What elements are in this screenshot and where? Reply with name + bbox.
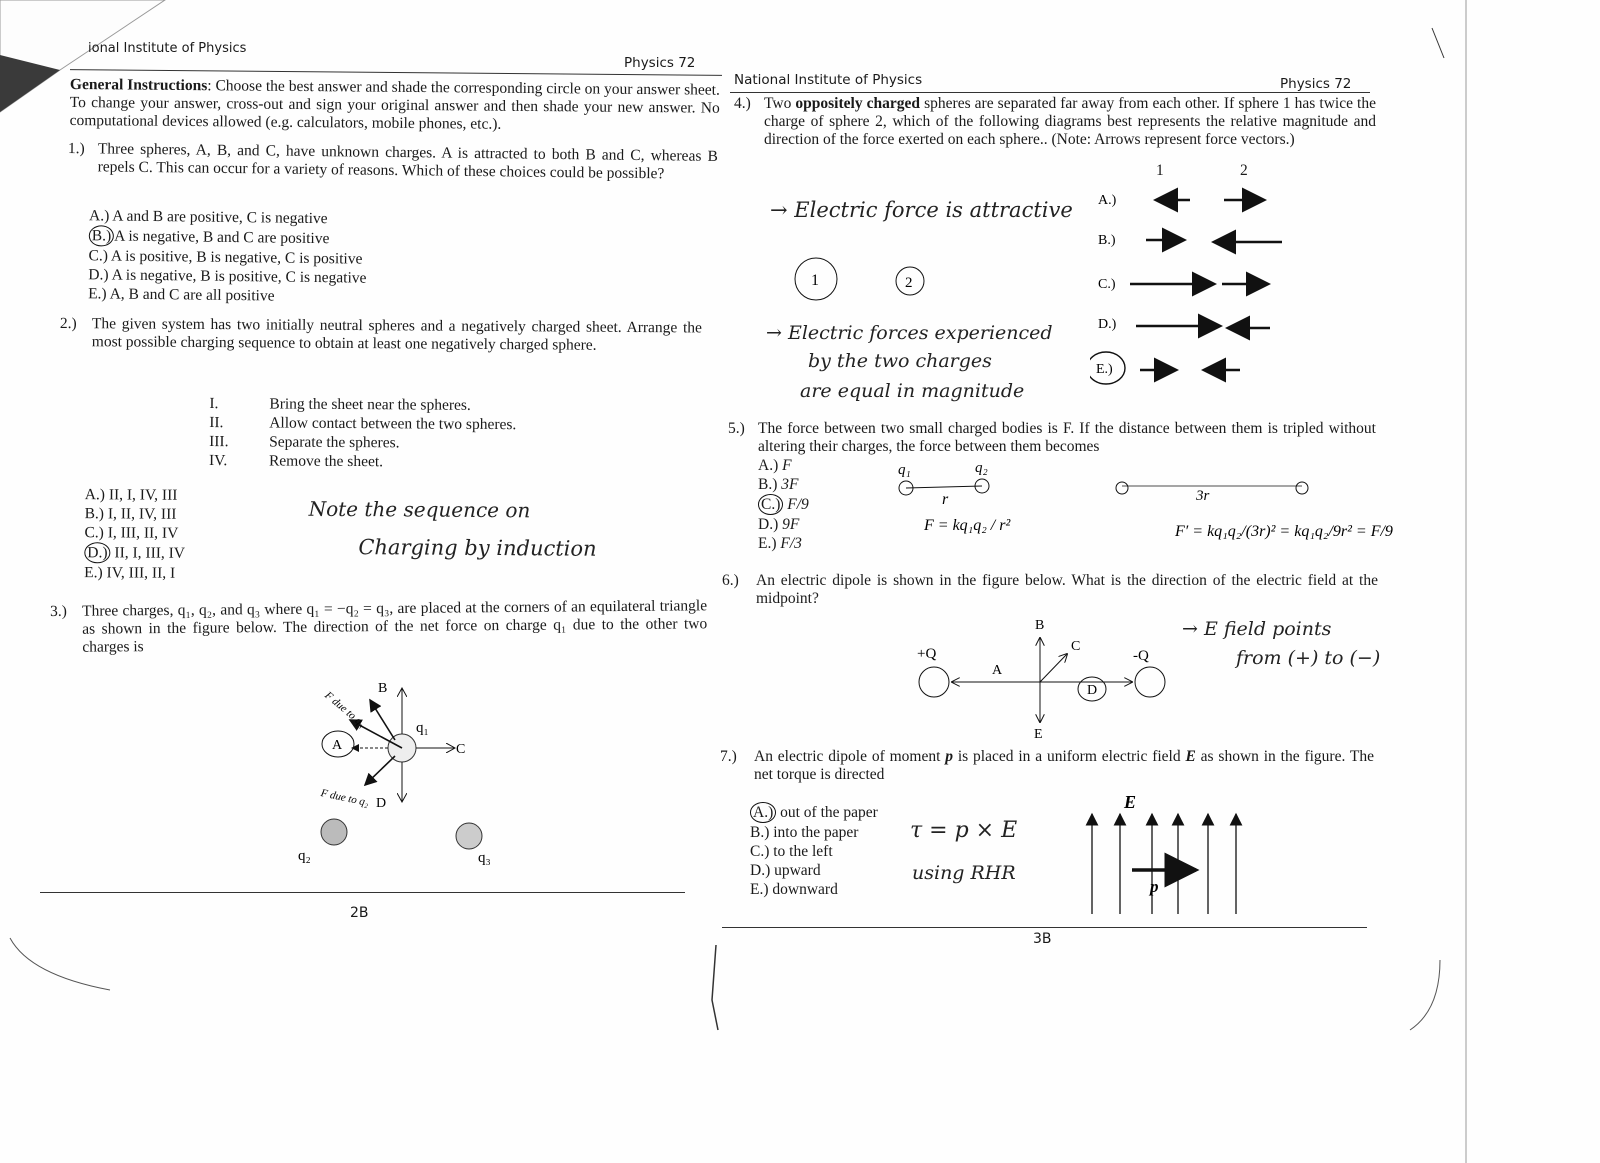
- option-e[interactable]: E.) A, B and C are all positive: [88, 285, 275, 305]
- question-2: [59, 315, 720, 582]
- handwritten-note: are equal in magnitude: [800, 380, 1025, 402]
- label-d: D: [376, 796, 387, 811]
- question-1: [67, 140, 718, 305]
- option-b[interactable]: B.) 3F: [758, 476, 799, 493]
- option-a[interactable]: A.) II, I, IV, III: [84, 486, 178, 504]
- question-text: The force between two small charged bodies is F. If the distance between them is tripled without altering their charges, the force between them becomes: [758, 420, 1376, 455]
- column-label-2: 2: [1240, 162, 1248, 179]
- option-d[interactable]: D.) A is negative, B is positive, C is negative: [88, 266, 367, 287]
- option-e[interactable]: E.) downward: [750, 881, 838, 898]
- handwritten-note: τ = p × E: [910, 818, 1018, 843]
- option-e-label: E.): [1096, 362, 1113, 377]
- label-plus-q: +Q: [917, 646, 937, 662]
- formula-f-prime: F′ = kq₁q₂/(3r)² = kq₁q₂/9r² = F/9: [1175, 523, 1393, 540]
- question-number: 6.): [722, 572, 739, 589]
- general-instructions: [70, 76, 720, 136]
- option-list: [84, 485, 185, 583]
- option-a[interactable]: A.) A and B are positive, C is negative: [88, 207, 328, 228]
- handwritten-note: Note the sequence on: [308, 496, 531, 523]
- question-number: 5.): [728, 420, 745, 437]
- label-c: C: [1071, 639, 1081, 654]
- page-number: 3B: [1033, 931, 1052, 947]
- option-c[interactable]: C.) A is positive, B is negative, C is positive: [88, 247, 363, 268]
- option-e[interactable]: E.) F/3: [758, 535, 802, 552]
- option-b[interactable]: B.) A is negative, B and C are positive: [89, 225, 367, 249]
- option-b[interactable]: B.) I, II, IV, III: [84, 505, 177, 523]
- question-text: The given system has two initially neutral spheres and a negatively charged sheet. Arrange the most possible charging sequence to obtain at least one negatively charged sphere.: [91, 315, 702, 354]
- step: III. Separate the spheres.: [209, 433, 400, 452]
- question-text: Three spheres, A, B, and C, have unknown charges. A is attracted to both B and C, whereas B repels C. This can occur for a variety of reasons. Which of these choices could be possible?: [97, 140, 718, 183]
- question-text: Three charges, q₁, q₂, and q₃ where q₁ = −q₂ = q₃, are placed at the corners of an equilateral triangle as shown in the figure below. The direction of the net force on charge q₁ due to the other two charges is: [81, 597, 708, 656]
- option-d[interactable]: D.) upward: [750, 862, 821, 879]
- header-rule: [730, 92, 1370, 93]
- question-text: An electric dipole of moment p is placed in a uniform electric field E as shown in the figure. The net torque is directed: [754, 748, 1374, 783]
- step: IV. Remove the sheet.: [208, 452, 384, 471]
- answer-circle: A.): [750, 802, 776, 823]
- question-text: Two oppositely charged spheres are separated far away from each other. If sphere 1 has twice the charge of sphere 2, which of the following diagrams best represents the relative magnitude and direction of the force exerted on each sphere.. (Note: Arrows represent force vectors.): [764, 95, 1376, 148]
- question-number: 1.): [67, 140, 85, 158]
- question-number: 2.): [59, 315, 77, 333]
- force-vector-options: [1090, 180, 1300, 390]
- option-c[interactable]: C.) F/9: [758, 494, 809, 515]
- label-b: B: [378, 681, 388, 696]
- sphere-2-label: 2: [905, 275, 913, 291]
- label-3r: 3r: [1196, 488, 1210, 504]
- charge-q2: [321, 819, 347, 845]
- label-minus-q: -Q: [1133, 648, 1149, 664]
- institute-header: ional Institute of Physics: [88, 41, 247, 56]
- label-c: C: [456, 742, 466, 757]
- option-a[interactable]: A.) F: [758, 457, 792, 474]
- label-r: r: [942, 491, 949, 508]
- label-f-due-q2: F due to q₂: [319, 787, 370, 809]
- option-d[interactable]: D.) II, I, III, IV: [84, 542, 185, 564]
- answer-circle: D.): [84, 542, 110, 563]
- option-c-label: C.): [1098, 277, 1116, 292]
- footer-rule: [40, 892, 685, 893]
- formula-f: F = kq₁q₂ / r²: [924, 517, 1011, 534]
- option-a-label: A.): [1098, 193, 1117, 208]
- charge-q3: [456, 823, 482, 849]
- handwritten-note: using RHR: [912, 862, 1016, 884]
- option-list: [750, 802, 878, 899]
- sphere-sketch: [790, 255, 950, 305]
- field-dipole-figure: [1080, 792, 1250, 922]
- question-text: An electric dipole is shown in the figure below. What is the direction of the electric field at the midpoint?: [756, 572, 1378, 607]
- answer-circle: C.): [758, 494, 783, 515]
- sphere-1-label: 1: [811, 272, 819, 289]
- option-c[interactable]: C.) to the left: [750, 843, 833, 860]
- label-f-due-q3: F due to q₃: [322, 689, 368, 730]
- question-number: 7.): [720, 748, 737, 765]
- q5-worked-solution: [890, 458, 1410, 568]
- positive-charge: [919, 667, 949, 697]
- page-number: 2B: [350, 905, 369, 921]
- handwritten-note: → Electric force is attractive: [770, 198, 1073, 222]
- column-label-1: 1: [1156, 162, 1164, 179]
- dipole-label: p: [1150, 877, 1159, 896]
- footer-rule: [722, 927, 1367, 928]
- label-q2: q₂: [298, 848, 311, 864]
- label-q2: q₂: [975, 460, 988, 476]
- step-list: [209, 394, 517, 472]
- handwritten-note: → Electric forces experienced: [766, 322, 1053, 344]
- handwritten-note: by the two charges: [808, 350, 992, 372]
- question-3: [50, 597, 720, 656]
- option-e[interactable]: E.) IV, III, II, I: [84, 564, 176, 582]
- option-c[interactable]: C.) I, III, II, IV: [84, 524, 179, 542]
- dipole-figure: [912, 612, 1182, 742]
- label-q1: q₁: [898, 462, 911, 478]
- label-a: A: [992, 663, 1003, 678]
- option-d-label: D.): [1098, 317, 1117, 332]
- institute-header: National Institute of Physics: [734, 72, 923, 88]
- instructions-head: General Instructions: [69, 76, 208, 95]
- option-b[interactable]: B.) into the paper: [750, 824, 859, 841]
- handwritten-note: from (+) to (−): [1236, 647, 1381, 669]
- field-label: E: [1124, 792, 1137, 812]
- instructions-body: : Choose the best answer and shade the corresponding circle on your answer sheet. To change your answer, cross-out and sign your original answer and then shade your new answer. No computational devices allowed (e.g. calculators, mobile phones, etc.).: [69, 77, 720, 133]
- force-due-q3: [370, 700, 395, 740]
- option-b-label: B.): [1098, 233, 1116, 248]
- label-q1: q₁: [416, 720, 429, 736]
- step: II. Allow contact between the two spheres.: [209, 414, 517, 434]
- course-header: Physics 72: [624, 55, 696, 71]
- question-number: 3.): [50, 602, 67, 620]
- step: I. Bring the sheet near the spheres.: [209, 395, 471, 414]
- label-b: B: [1035, 618, 1045, 633]
- handwritten-note: → E field points: [1182, 618, 1332, 640]
- label-a: A: [332, 738, 343, 753]
- force-due-q2: [365, 756, 395, 785]
- negative-charge: [1135, 667, 1165, 697]
- question-number: 4.): [734, 95, 751, 112]
- option-list: [758, 456, 809, 553]
- answer-circle: B.): [89, 225, 115, 246]
- label-q3: q₃: [478, 850, 491, 866]
- label-e: E: [1034, 727, 1043, 742]
- option-list: [88, 206, 367, 306]
- triangle-charge-figure: [290, 680, 520, 890]
- course-header: Physics 72: [1280, 76, 1352, 92]
- option-a[interactable]: A.) out of the paper: [750, 802, 878, 823]
- handwritten-note: Charging by induction: [358, 535, 597, 561]
- option-d[interactable]: D.) 9F: [758, 516, 800, 533]
- label-d: D: [1087, 683, 1098, 698]
